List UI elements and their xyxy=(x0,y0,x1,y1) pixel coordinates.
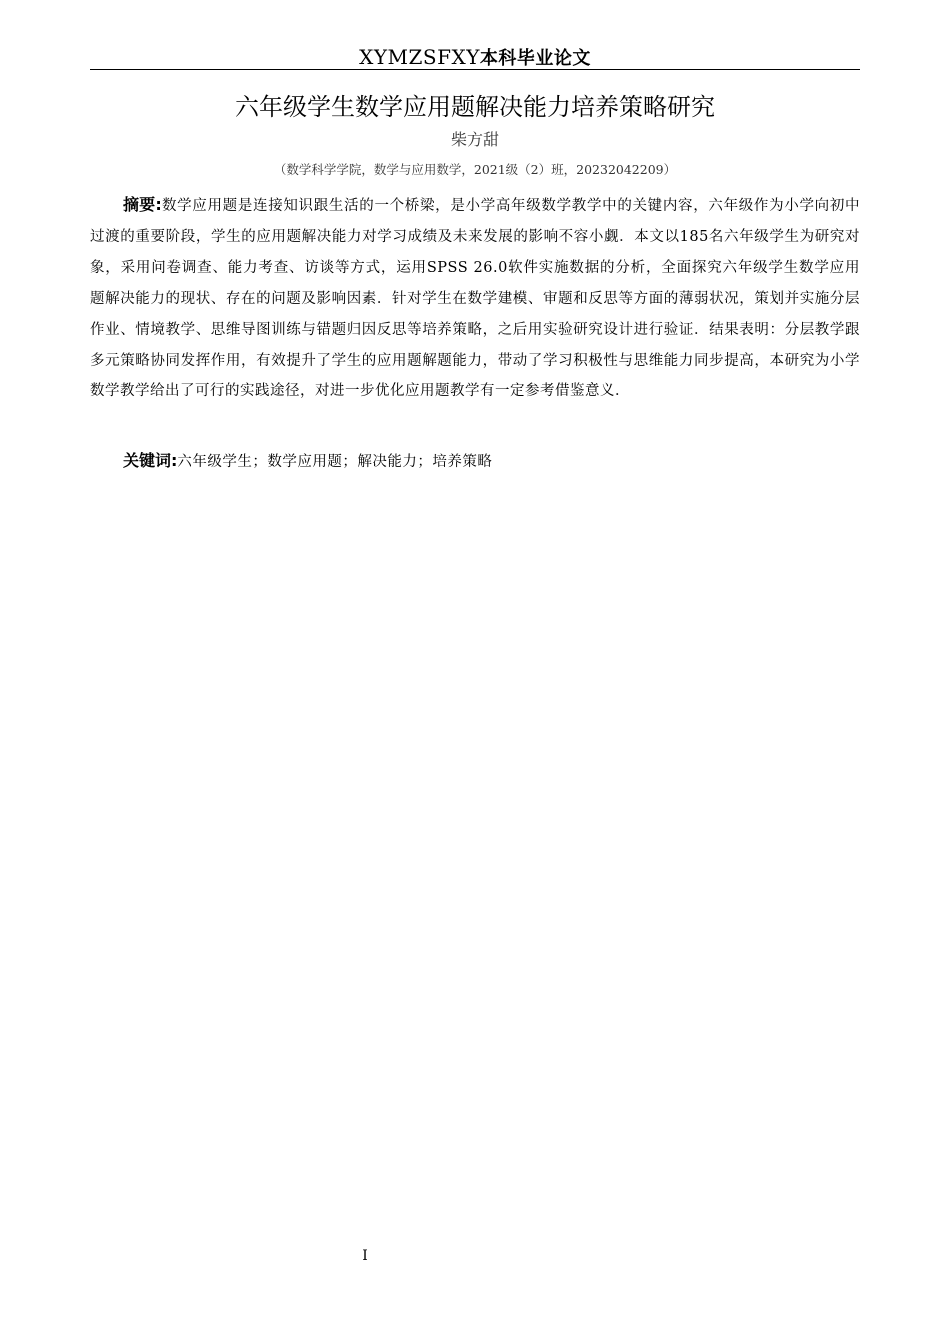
page-number: I xyxy=(362,1248,368,1264)
keywords-label: 关键词: xyxy=(123,451,178,470)
paper-affiliation: （数学科学学院，数学与应用数学，2021级（2）班，20232042209） xyxy=(273,162,677,177)
header-rule xyxy=(90,69,860,70)
paper-author: 柴方甜 xyxy=(450,130,499,149)
running-header-label: 本科毕业论文 xyxy=(479,48,591,69)
running-header xyxy=(90,44,860,70)
keywords xyxy=(90,446,860,477)
keywords-text: 六年级学生；数学应用题；解决能力；培养策略 xyxy=(177,454,493,470)
abstract xyxy=(90,190,860,407)
abstract-label: 摘要: xyxy=(123,195,162,214)
abstract-text: 数学应用题是连接知识跟生活的一个桥梁，是小学高年级数学教学中的关键内容，六年级作为小学向初中过渡的重要阶段，学生的应用题解决能力对学习成绩及未来发展的影响不容小觑．本文以185名六年级学生为研究对象，采用问卷调查、能力考查、访谈等方式，运用SPSS 26.0软件实施数据的分析，全面探究六年级学生数学应用题解决能力的现状、存在的问题及影响因素．针对学生在数学建模、审题和反思等方面的薄弱状况，策划并实施分层作业、情境教学、思维导图训练与错题归因反思等培养策略，之后用实验研究设计进行验证．结果表明：分层教学跟多元策略协同发挥作用，有效提升了学生的应用题解题能力，带动了学习积极性与思维能力同步提高，本研究为小学数学教学给出了可行的实践途径，对进一步优化应用题教学有一定参考借鉴意义． xyxy=(90,198,860,400)
running-header-code: XYMZSFXY xyxy=(359,45,480,69)
paper-title: 六年级学生数学应用题解决能力培养策略研究 xyxy=(235,93,715,121)
